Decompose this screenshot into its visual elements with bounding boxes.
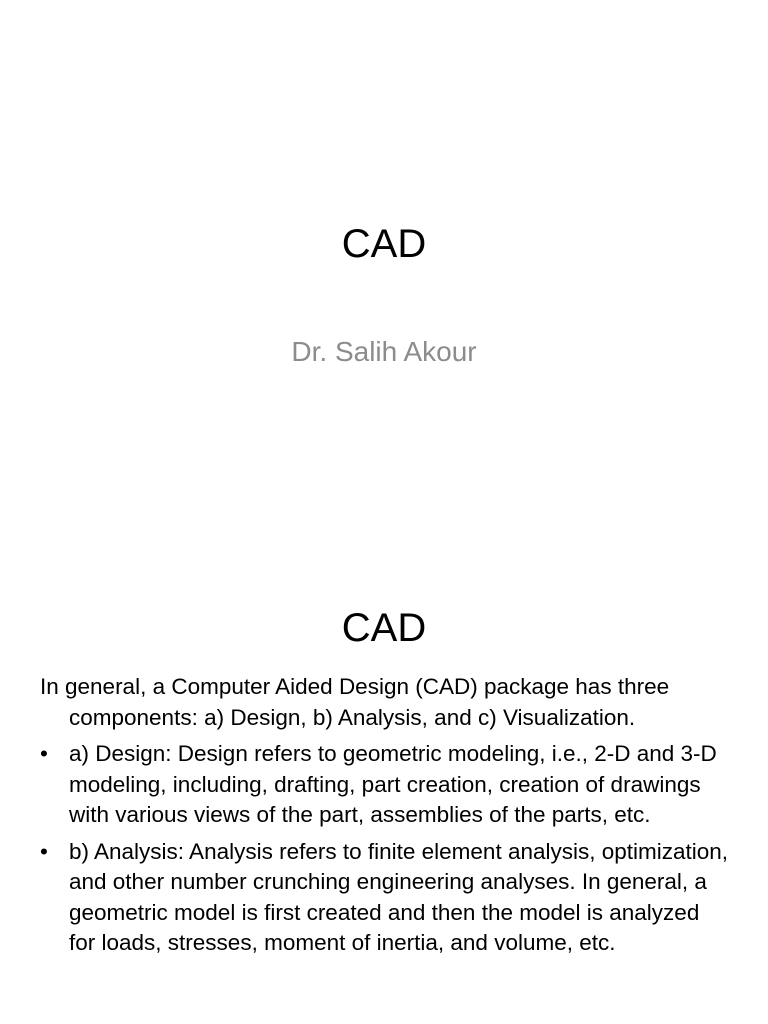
bullet-item	[40, 739, 730, 831]
content-slide	[0, 576, 768, 1024]
bullet-marker: •	[40, 838, 48, 864]
bullet-marker: •	[40, 741, 48, 766]
slide-title: CAD	[341, 222, 427, 266]
intro-paragraph: In general, a Computer Aided Design (CAD) package has three components: a) Design, b) Analysis, and c) Visualization.	[40, 674, 670, 730]
bullet-text: a) Design: Design refers to geometric modeling, i.e., 2-D and 3-D modeling, including, drafting, part creation, creation of drawings with various views of the part, assemblies of the parts, etc.	[69, 741, 717, 827]
author-subtitle: Dr. Salih Akour	[291, 336, 477, 367]
slide-body	[40, 672, 730, 965]
slide-title: CAD	[341, 606, 427, 650]
bullet-item	[40, 837, 730, 959]
bullet-text: b) Analysis: Analysis refers to finite element analysis, optimization, and other number crunching engineering analyses. In general, a geometric model is first created and then the model is analyzed for loads, stresses, moment of inertia, and volume, etc.	[69, 838, 729, 955]
